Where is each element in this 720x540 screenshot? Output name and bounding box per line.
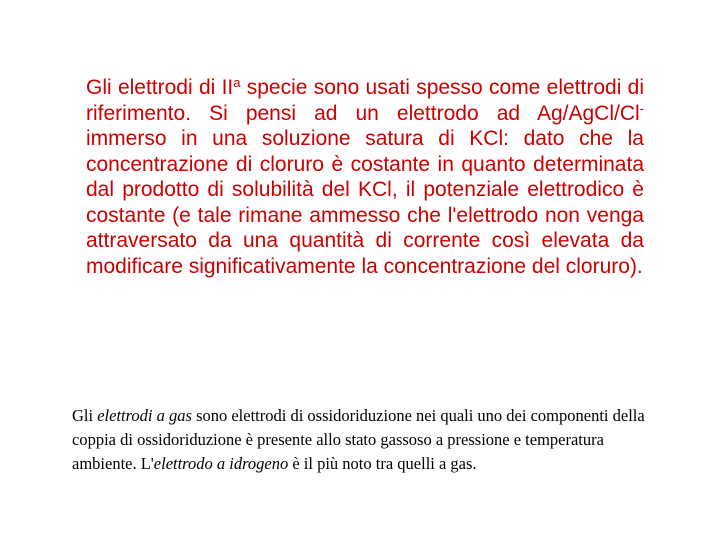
black-paragraph-text-2: sono elettrodi di ossidoriduzione nei quali uno dei componenti della coppia di ossidoriduzione è presente allo stato gassoso a pressione e temperatura ambiente. L' xyxy=(72,406,645,473)
italic-term-hydrogen-electrode: elettrodo a idrogeno xyxy=(153,454,289,473)
chloride-charge-superscript: - xyxy=(639,100,644,116)
roman-superscript-a: a xyxy=(233,75,241,90)
black-paragraph-text-3: è il più noto tra quelli a gas. xyxy=(288,454,477,473)
black-paragraph-text-1: Gli xyxy=(72,406,98,425)
red-paragraph-text-1: Gli elettrodi di II xyxy=(86,76,234,99)
black-paragraph xyxy=(72,404,646,476)
red-paragraph-text-3: immerso in una soluzione satura di KCl: dato che la concentrazione di cloruro è costante in quanto determinata dal prodotto di solubilità del KCl, il potenziale elettrodico è costante (e tale rimane ammesso che l'elettrodo non venga attraversato da una quantità di corrente così elevata da modificare significativamente la concentrazione del cloruro). xyxy=(86,127,644,278)
red-paragraph-text-2: specie sono usati spesso come elettrodi di riferimento. Si pensi ad un elettrodo ad Ag/AgCl/Cl xyxy=(86,76,644,125)
italic-term-gas-electrodes: elettrodi a gas xyxy=(97,406,192,425)
red-paragraph xyxy=(86,75,644,279)
